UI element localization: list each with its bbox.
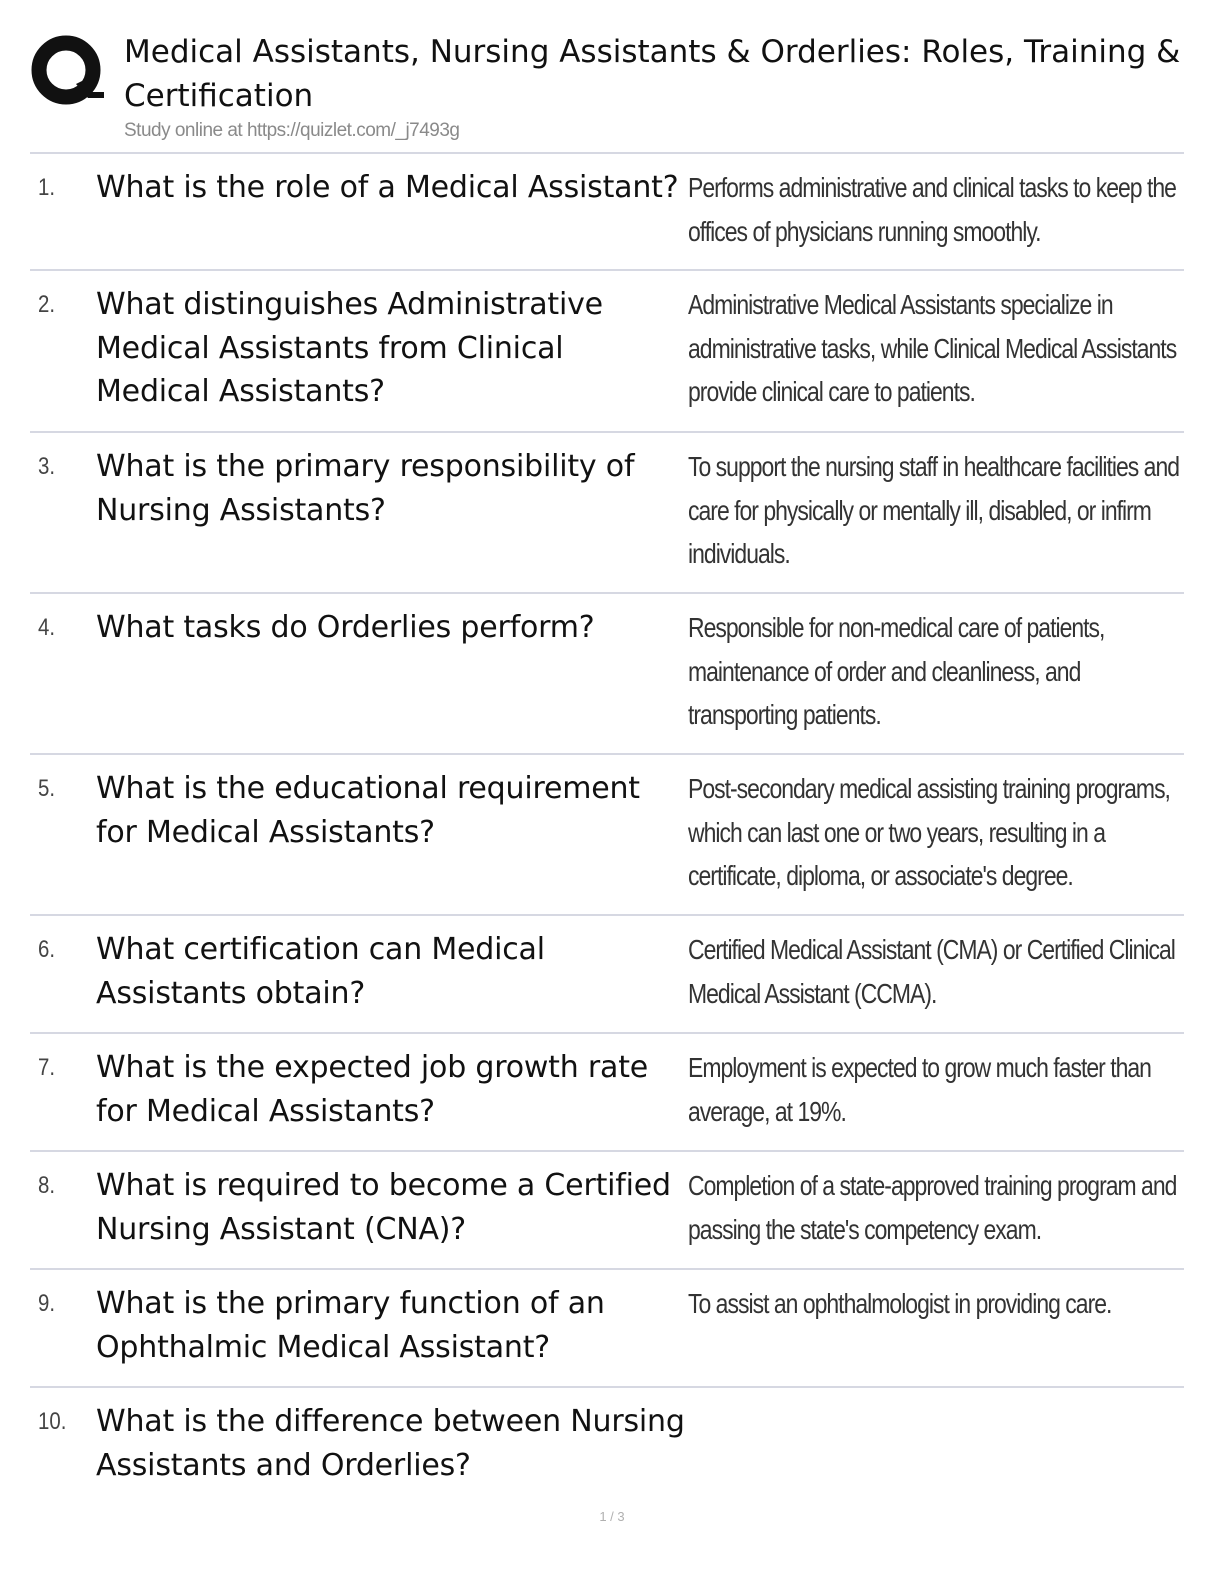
card-term: What tasks do Orderlies perform? <box>96 610 595 645</box>
card-number: 9. <box>38 1290 56 1317</box>
card-definition: To support the nursing staff in healthcare facilities and care for physically or mentally ill, disabled, or infirm individuals. <box>688 451 1180 569</box>
flashcard <box>30 154 1184 271</box>
page-number: 1 / 3 <box>599 1509 625 1524</box>
flashcard <box>30 594 1184 755</box>
card-term: What is required to become a Certified Nursing Assistant (CNA)? <box>96 1168 671 1247</box>
card-number: 1. <box>38 174 56 201</box>
card-definition: Post-secondary medical assisting training programs, which can last one or two years, resulting in a certificate, diploma, or associate's degree. <box>688 773 1170 891</box>
card-term: What is the expected job growth rate for Medical Assistants? <box>96 1050 649 1129</box>
card-number: 7. <box>38 1054 56 1081</box>
flashcard <box>30 1152 1184 1270</box>
card-definition: Responsible for non-medical care of patients, maintenance of order and cleanliness, and transporting patients. <box>688 612 1105 730</box>
card-term: What is the primary responsibility of Nursing Assistants? <box>96 449 635 528</box>
card-number: 8. <box>38 1172 56 1199</box>
flashcard <box>30 1388 1184 1506</box>
card-term: What is the primary function of an Ophthalmic Medical Assistant? <box>96 1286 605 1365</box>
card-term: What is the educational requirement for Medical Assistants? <box>96 771 640 850</box>
document-header <box>30 28 1224 152</box>
card-definition: Certified Medical Assistant (CMA) or Certified Clinical Medical Assistant (CCMA). <box>688 934 1175 1009</box>
flashcard <box>30 1270 1184 1388</box>
flashcard-list <box>30 154 1184 1506</box>
card-term: What certification can Medical Assistants obtain? <box>96 932 545 1011</box>
card-term: What is the difference between Nursing Assistants and Orderlies? <box>96 1404 685 1483</box>
flashcard <box>30 433 1184 594</box>
card-term: What distinguishes Administrative Medical Assistants from Clinical Medical Assistants? <box>96 287 603 409</box>
quizlet-logo-icon <box>30 32 106 108</box>
card-definition: To assist an ophthalmologist in providing care. <box>688 1288 1112 1319</box>
card-number: 2. <box>38 291 56 318</box>
page-title: Medical Assistants, Nursing Assistants & Orderlies: Roles, Training & Certification <box>124 34 1181 114</box>
card-number: 5. <box>38 775 56 802</box>
card-definition: Performs administrative and clinical tasks to keep the offices of physicians running smoothly. <box>688 172 1176 247</box>
flashcard <box>30 755 1184 916</box>
card-number: 6. <box>38 936 56 963</box>
card-number: 10. <box>38 1408 67 1435</box>
card-definition: Employment is expected to grow much faster than average, at 19%. <box>688 1052 1151 1127</box>
card-definition: Completion of a state-approved training program and passing the state's competency exam. <box>688 1170 1177 1245</box>
flashcard <box>30 916 1184 1034</box>
study-online-link[interactable]: Study online at https://quizlet.com/_j7493g <box>124 120 460 141</box>
card-definition: Administrative Medical Assistants specialize in administrative tasks, while Clinical Medical Assistants provide clinical care to patients. <box>688 289 1177 407</box>
card-number: 4. <box>38 614 56 641</box>
flashcard <box>30 271 1184 433</box>
flashcard <box>30 1034 1184 1152</box>
card-number: 3. <box>38 453 56 480</box>
card-term: What is the role of a Medical Assistant? <box>96 170 679 205</box>
